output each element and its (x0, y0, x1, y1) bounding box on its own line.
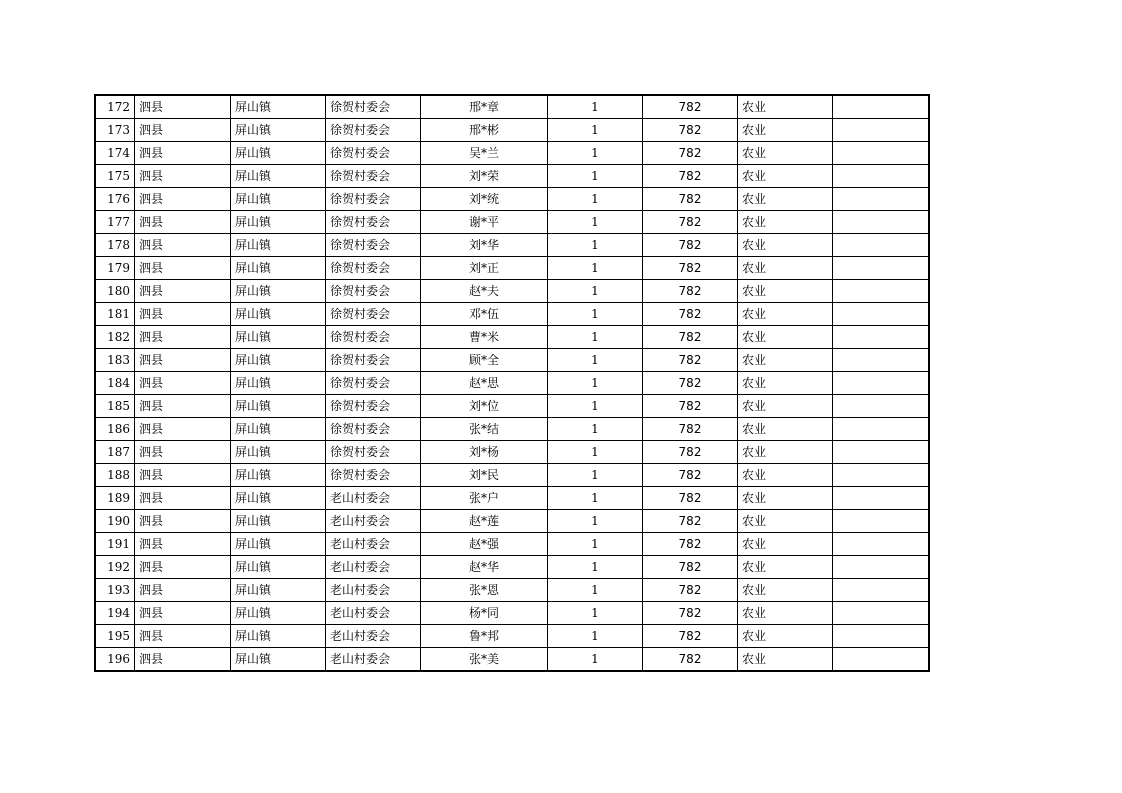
table-row (95, 257, 929, 280)
cell-county: 泗县 (135, 556, 231, 579)
cell-village-committee: 徐贺村委会 (326, 119, 421, 142)
cell-village-committee: 老山村委会 (326, 579, 421, 602)
cell-village-committee: 老山村委会 (326, 487, 421, 510)
cell-note (833, 556, 930, 579)
cell-count: 1 (548, 625, 643, 648)
cell-county: 泗县 (135, 441, 231, 464)
cell-county: 泗县 (135, 142, 231, 165)
table-row (95, 326, 929, 349)
cell-industry: 农业 (738, 372, 833, 395)
cell-county: 泗县 (135, 119, 231, 142)
cell-count: 1 (548, 165, 643, 188)
cell-name: 刘*华 (421, 234, 548, 257)
cell-village-committee: 徐贺村委会 (326, 165, 421, 188)
cell-county: 泗县 (135, 349, 231, 372)
table-row (95, 165, 929, 188)
cell-industry: 农业 (738, 395, 833, 418)
cell-name: 曹*米 (421, 326, 548, 349)
cell-name: 刘*统 (421, 188, 548, 211)
cell-note (833, 602, 930, 625)
cell-county: 泗县 (135, 372, 231, 395)
cell-industry: 农业 (738, 579, 833, 602)
cell-count: 1 (548, 464, 643, 487)
cell-serial-number: 175 (95, 165, 135, 188)
cell-serial-number: 184 (95, 372, 135, 395)
cell-serial-number: 196 (95, 648, 135, 672)
cell-note (833, 211, 930, 234)
cell-village-committee: 徐贺村委会 (326, 303, 421, 326)
cell-village-committee: 老山村委会 (326, 510, 421, 533)
cell-count: 1 (548, 234, 643, 257)
table-row (95, 234, 929, 257)
cell-industry: 农业 (738, 303, 833, 326)
cell-serial-number: 191 (95, 533, 135, 556)
cell-town: 屏山镇 (231, 418, 326, 441)
cell-count: 1 (548, 441, 643, 464)
cell-amount: 782 (643, 142, 738, 165)
cell-industry: 农业 (738, 648, 833, 672)
cell-note (833, 579, 930, 602)
cell-amount: 782 (643, 487, 738, 510)
cell-serial-number: 173 (95, 119, 135, 142)
cell-amount: 782 (643, 533, 738, 556)
cell-note (833, 280, 930, 303)
table-row (95, 211, 929, 234)
cell-amount: 782 (643, 119, 738, 142)
cell-amount: 782 (643, 303, 738, 326)
cell-county: 泗县 (135, 95, 231, 119)
roster-table (94, 94, 930, 672)
cell-village-committee: 徐贺村委会 (326, 349, 421, 372)
cell-industry: 农业 (738, 326, 833, 349)
cell-name: 张*恩 (421, 579, 548, 602)
cell-count: 1 (548, 579, 643, 602)
cell-serial-number: 181 (95, 303, 135, 326)
table-row (95, 280, 929, 303)
cell-amount: 782 (643, 234, 738, 257)
cell-name: 鲁*邦 (421, 625, 548, 648)
cell-county: 泗县 (135, 395, 231, 418)
cell-industry: 农业 (738, 142, 833, 165)
cell-industry: 农业 (738, 441, 833, 464)
cell-serial-number: 194 (95, 602, 135, 625)
cell-county: 泗县 (135, 188, 231, 211)
cell-village-committee: 徐贺村委会 (326, 326, 421, 349)
cell-village-committee: 老山村委会 (326, 602, 421, 625)
cell-serial-number: 186 (95, 418, 135, 441)
cell-note (833, 142, 930, 165)
cell-village-committee: 徐贺村委会 (326, 464, 421, 487)
cell-amount: 782 (643, 349, 738, 372)
table-row (95, 303, 929, 326)
cell-serial-number: 177 (95, 211, 135, 234)
cell-serial-number: 190 (95, 510, 135, 533)
cell-village-committee: 徐贺村委会 (326, 142, 421, 165)
cell-industry: 农业 (738, 211, 833, 234)
cell-note (833, 533, 930, 556)
cell-amount: 782 (643, 441, 738, 464)
cell-note (833, 418, 930, 441)
cell-name: 赵*莲 (421, 510, 548, 533)
cell-village-committee: 老山村委会 (326, 533, 421, 556)
cell-industry: 农业 (738, 602, 833, 625)
cell-amount: 782 (643, 211, 738, 234)
cell-county: 泗县 (135, 211, 231, 234)
table-row (95, 625, 929, 648)
cell-county: 泗县 (135, 579, 231, 602)
cell-village-committee: 徐贺村委会 (326, 372, 421, 395)
cell-town: 屏山镇 (231, 487, 326, 510)
cell-name: 赵*强 (421, 533, 548, 556)
cell-note (833, 395, 930, 418)
cell-count: 1 (548, 487, 643, 510)
cell-name: 赵*华 (421, 556, 548, 579)
cell-town: 屏山镇 (231, 349, 326, 372)
cell-count: 1 (548, 142, 643, 165)
cell-serial-number: 183 (95, 349, 135, 372)
cell-industry: 农业 (738, 188, 833, 211)
cell-serial-number: 176 (95, 188, 135, 211)
cell-note (833, 234, 930, 257)
cell-industry: 农业 (738, 464, 833, 487)
cell-count: 1 (548, 257, 643, 280)
cell-village-committee: 徐贺村委会 (326, 234, 421, 257)
table-row (95, 533, 929, 556)
cell-amount: 782 (643, 602, 738, 625)
cell-note (833, 372, 930, 395)
table-row (95, 602, 929, 625)
cell-count: 1 (548, 556, 643, 579)
table-row (95, 441, 929, 464)
table-row (95, 648, 929, 672)
cell-town: 屏山镇 (231, 211, 326, 234)
cell-town: 屏山镇 (231, 188, 326, 211)
cell-name: 顾*全 (421, 349, 548, 372)
cell-count: 1 (548, 395, 643, 418)
cell-town: 屏山镇 (231, 303, 326, 326)
cell-amount: 782 (643, 257, 738, 280)
cell-amount: 782 (643, 510, 738, 533)
cell-town: 屏山镇 (231, 510, 326, 533)
cell-village-committee: 徐贺村委会 (326, 418, 421, 441)
table-row (95, 464, 929, 487)
cell-serial-number: 192 (95, 556, 135, 579)
cell-village-committee: 老山村委会 (326, 556, 421, 579)
table-row (95, 188, 929, 211)
cell-county: 泗县 (135, 464, 231, 487)
cell-name: 邢*章 (421, 95, 548, 119)
cell-count: 1 (548, 372, 643, 395)
table-row (95, 579, 929, 602)
cell-note (833, 165, 930, 188)
cell-town: 屏山镇 (231, 95, 326, 119)
cell-town: 屏山镇 (231, 441, 326, 464)
cell-note (833, 441, 930, 464)
cell-town: 屏山镇 (231, 142, 326, 165)
cell-serial-number: 180 (95, 280, 135, 303)
cell-note (833, 510, 930, 533)
cell-village-committee: 徐贺村委会 (326, 211, 421, 234)
cell-town: 屏山镇 (231, 119, 326, 142)
cell-village-committee: 徐贺村委会 (326, 95, 421, 119)
cell-county: 泗县 (135, 234, 231, 257)
table-row (95, 487, 929, 510)
cell-county: 泗县 (135, 280, 231, 303)
cell-name: 赵*夫 (421, 280, 548, 303)
cell-name: 邢*彬 (421, 119, 548, 142)
cell-count: 1 (548, 510, 643, 533)
cell-name: 邓*伍 (421, 303, 548, 326)
cell-industry: 农业 (738, 165, 833, 188)
cell-county: 泗县 (135, 326, 231, 349)
cell-count: 1 (548, 188, 643, 211)
cell-amount: 782 (643, 372, 738, 395)
cell-amount: 782 (643, 648, 738, 672)
cell-village-committee: 徐贺村委会 (326, 280, 421, 303)
cell-industry: 农业 (738, 533, 833, 556)
cell-amount: 782 (643, 188, 738, 211)
cell-industry: 农业 (738, 280, 833, 303)
cell-town: 屏山镇 (231, 326, 326, 349)
table-row (95, 510, 929, 533)
cell-serial-number: 195 (95, 625, 135, 648)
cell-serial-number: 174 (95, 142, 135, 165)
table-row (95, 556, 929, 579)
cell-note (833, 303, 930, 326)
table-row (95, 95, 929, 119)
cell-note (833, 625, 930, 648)
cell-note (833, 95, 930, 119)
cell-count: 1 (548, 303, 643, 326)
table-row (95, 418, 929, 441)
cell-count: 1 (548, 280, 643, 303)
cell-village-committee: 老山村委会 (326, 625, 421, 648)
cell-industry: 农业 (738, 119, 833, 142)
cell-industry: 农业 (738, 556, 833, 579)
cell-county: 泗县 (135, 487, 231, 510)
cell-note (833, 349, 930, 372)
cell-note (833, 648, 930, 672)
cell-town: 屏山镇 (231, 395, 326, 418)
cell-name: 张*结 (421, 418, 548, 441)
cell-town: 屏山镇 (231, 234, 326, 257)
cell-serial-number: 188 (95, 464, 135, 487)
table-row (95, 395, 929, 418)
cell-name: 刘*荣 (421, 165, 548, 188)
cell-name: 杨*同 (421, 602, 548, 625)
cell-name: 刘*民 (421, 464, 548, 487)
cell-serial-number: 178 (95, 234, 135, 257)
cell-town: 屏山镇 (231, 464, 326, 487)
cell-industry: 农业 (738, 234, 833, 257)
cell-count: 1 (548, 602, 643, 625)
cell-note (833, 326, 930, 349)
cell-amount: 782 (643, 395, 738, 418)
cell-town: 屏山镇 (231, 533, 326, 556)
cell-name: 谢*平 (421, 211, 548, 234)
cell-count: 1 (548, 326, 643, 349)
cell-note (833, 257, 930, 280)
cell-village-committee: 徐贺村委会 (326, 188, 421, 211)
cell-county: 泗县 (135, 165, 231, 188)
cell-serial-number: 182 (95, 326, 135, 349)
cell-name: 刘*正 (421, 257, 548, 280)
cell-county: 泗县 (135, 648, 231, 672)
cell-amount: 782 (643, 95, 738, 119)
cell-note (833, 119, 930, 142)
cell-name: 刘*位 (421, 395, 548, 418)
cell-count: 1 (548, 95, 643, 119)
cell-count: 1 (548, 533, 643, 556)
cell-town: 屏山镇 (231, 280, 326, 303)
cell-amount: 782 (643, 418, 738, 441)
cell-amount: 782 (643, 280, 738, 303)
cell-count: 1 (548, 648, 643, 672)
cell-count: 1 (548, 349, 643, 372)
cell-note (833, 464, 930, 487)
cell-serial-number: 185 (95, 395, 135, 418)
table-row (95, 119, 929, 142)
cell-amount: 782 (643, 556, 738, 579)
cell-amount: 782 (643, 464, 738, 487)
cell-county: 泗县 (135, 510, 231, 533)
table-row (95, 349, 929, 372)
cell-name: 张*美 (421, 648, 548, 672)
cell-count: 1 (548, 119, 643, 142)
cell-serial-number: 193 (95, 579, 135, 602)
cell-amount: 782 (643, 165, 738, 188)
cell-count: 1 (548, 418, 643, 441)
cell-industry: 农业 (738, 625, 833, 648)
cell-amount: 782 (643, 579, 738, 602)
cell-county: 泗县 (135, 533, 231, 556)
table-row (95, 372, 929, 395)
cell-town: 屏山镇 (231, 165, 326, 188)
cell-industry: 农业 (738, 418, 833, 441)
cell-note (833, 487, 930, 510)
cell-industry: 农业 (738, 487, 833, 510)
cell-county: 泗县 (135, 257, 231, 280)
cell-note (833, 188, 930, 211)
cell-amount: 782 (643, 326, 738, 349)
cell-village-committee: 徐贺村委会 (326, 395, 421, 418)
cell-county: 泗县 (135, 303, 231, 326)
cell-name: 刘*杨 (421, 441, 548, 464)
cell-village-committee: 徐贺村委会 (326, 257, 421, 280)
cell-town: 屏山镇 (231, 579, 326, 602)
cell-serial-number: 187 (95, 441, 135, 464)
table-body (95, 95, 929, 671)
cell-industry: 农业 (738, 257, 833, 280)
cell-county: 泗县 (135, 625, 231, 648)
cell-name: 吴*兰 (421, 142, 548, 165)
cell-name: 赵*思 (421, 372, 548, 395)
cell-serial-number: 179 (95, 257, 135, 280)
cell-town: 屏山镇 (231, 372, 326, 395)
cell-count: 1 (548, 211, 643, 234)
cell-industry: 农业 (738, 95, 833, 119)
cell-county: 泗县 (135, 602, 231, 625)
cell-town: 屏山镇 (231, 648, 326, 672)
cell-industry: 农业 (738, 510, 833, 533)
cell-village-committee: 老山村委会 (326, 648, 421, 672)
cell-town: 屏山镇 (231, 602, 326, 625)
cell-serial-number: 172 (95, 95, 135, 119)
cell-town: 屏山镇 (231, 257, 326, 280)
cell-county: 泗县 (135, 418, 231, 441)
table-row (95, 142, 929, 165)
cell-amount: 782 (643, 625, 738, 648)
cell-town: 屏山镇 (231, 556, 326, 579)
cell-name: 张*户 (421, 487, 548, 510)
cell-town: 屏山镇 (231, 625, 326, 648)
cell-serial-number: 189 (95, 487, 135, 510)
cell-industry: 农业 (738, 349, 833, 372)
cell-village-committee: 徐贺村委会 (326, 441, 421, 464)
